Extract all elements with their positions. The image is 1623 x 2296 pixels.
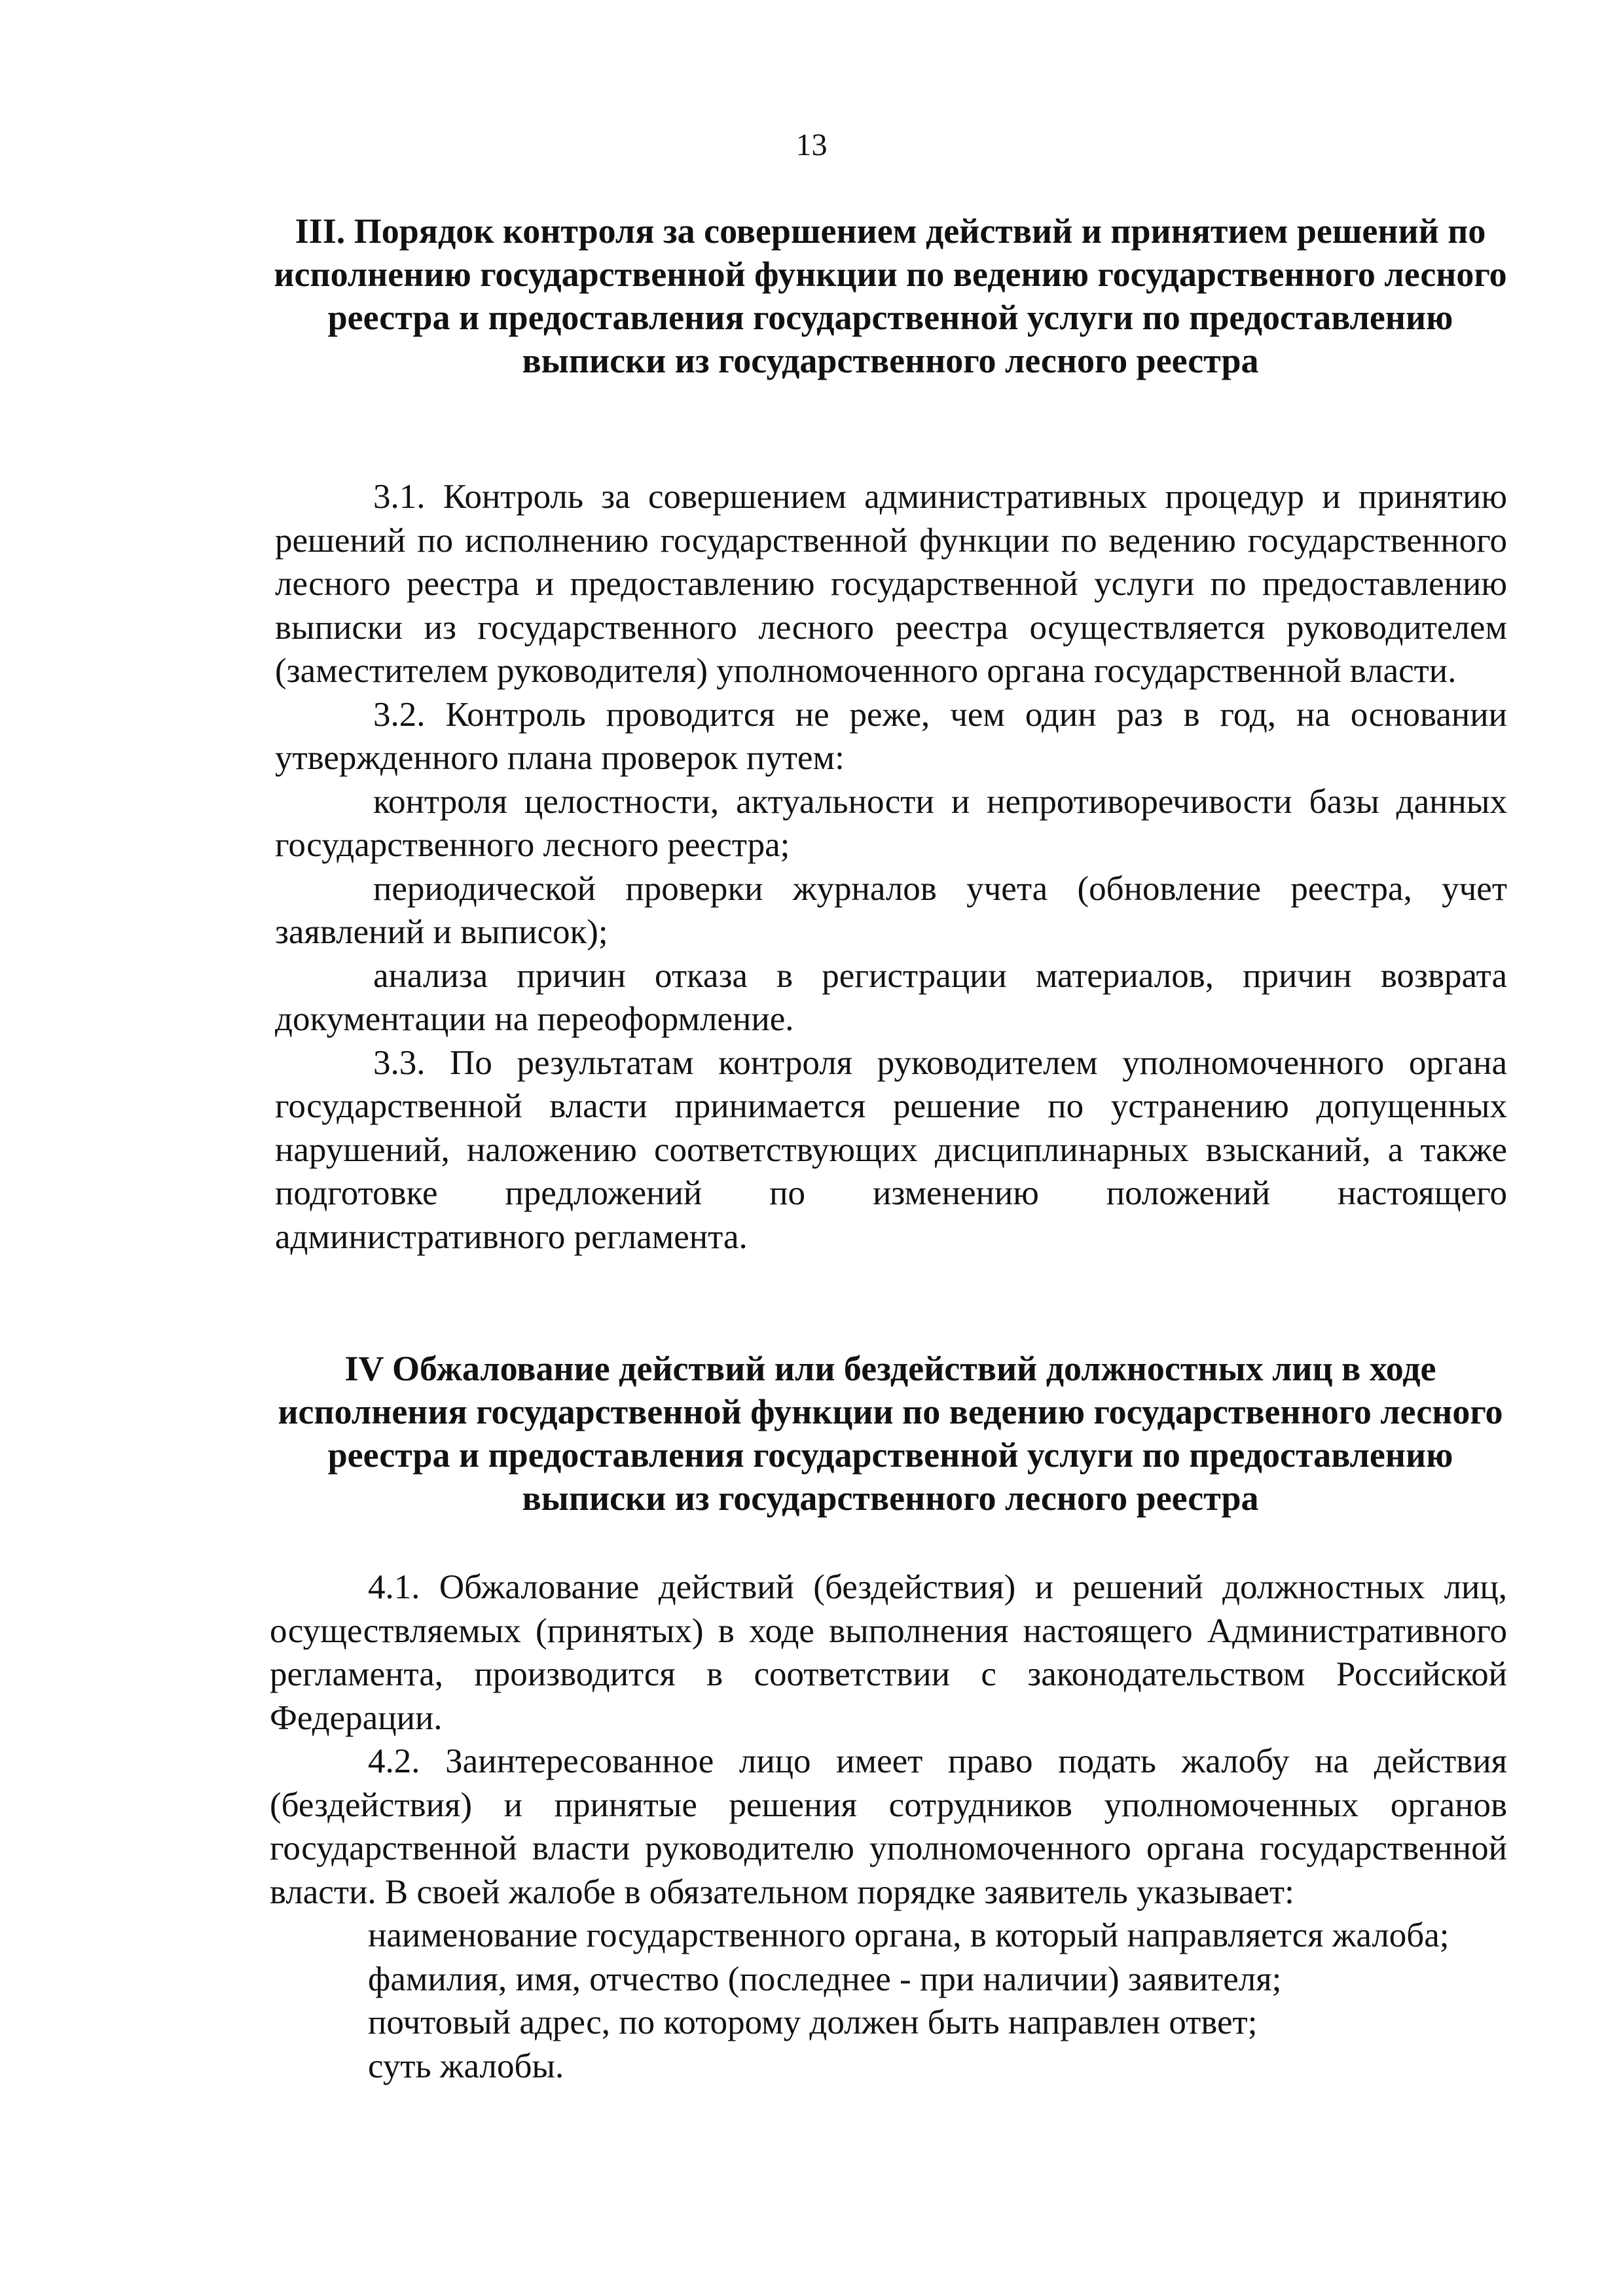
paragraph-3-2: 3.2. Контроль проводится не реже, чем один раз в год, на основании утвержденного плана проверок путем: (275, 695, 1507, 777)
section-3-heading: III. Порядок контроля за совершением действий и принятием решений по исполнению государственной функции по ведению государственного лесного реестра и предоставления государственной услуги по предоставлению выписки из государственного лесного реестра (274, 211, 1507, 380)
list-item-authority-name: наименование государственного органа, в который направляется жалоба; (368, 1916, 1450, 1954)
list-item-integrity-control: контроля целостности, актуальности и непротиворечивости базы данных государственного лесного реестра; (275, 782, 1507, 864)
list-item-journal-check: периодической проверки журналов учета (обновление реестра, учет заявлений и выписок); (275, 869, 1507, 951)
paragraph-4-1: 4.1. Обжалование действий (бездействия) и решений должностных лиц, осуществляемых (принятых) в ходе выполнения настоящего Административного регламента, производится в соответствии с законодательством Российской Федерации. (270, 1568, 1507, 1737)
list-item-postal-address: почтовый адрес, по которому должен быть направлен ответ; (368, 2003, 1258, 2041)
paragraph-3-1: 3.1. Контроль за совершением административных процедур и принятию решений по исполнению государственной функции по ведению государственного лесного реестра и предоставлению государственной услуги по предоставлению выписки из государственного лесного реестра осуществляется руководителем (заместителем руководителя) уполномоченного органа государственной власти. (275, 478, 1507, 690)
list-item-complaint-essence: суть жалобы. (368, 2047, 564, 2085)
section-4-body (270, 1566, 1507, 2088)
paragraph-3-3: 3.3. По результатам контроля руководителем уполномоченного органа государственной власти принимается решение по устранению допущенных нарушений, наложению соответствующих дисциплинарных взысканий, а также подготовке предложений по изменению положений настоящего административного регламента. (275, 1043, 1507, 1256)
page-number: 13 (795, 128, 828, 162)
paragraph-4-2: 4.2. Заинтересованное лицо имеет право подать жалобу на действия (бездействия) и принятые решения сотрудников уполномоченных органов государственной власти руководителю уполномоченного органа государственной власти. В своей жалобе в обязательном порядке заявитель указывает: (270, 1742, 1507, 1911)
list-item-refusal-analysis: анализа причин отказа в регистрации материалов, причин возврата документации на переоформление. (275, 956, 1507, 1038)
section-4-heading: IV Обжалование действий или бездействий должностных лиц в ходе исполнения государственной функции по ведению государственного лесного реестра и предоставления государственной услуги по предоставлению выписки из государственного лесного реестра (278, 1349, 1503, 1518)
list-item-applicant-name: фамилия, имя, отчество (последнее - при наличии) заявителя; (368, 1960, 1282, 1998)
section-3-body (275, 475, 1507, 1259)
